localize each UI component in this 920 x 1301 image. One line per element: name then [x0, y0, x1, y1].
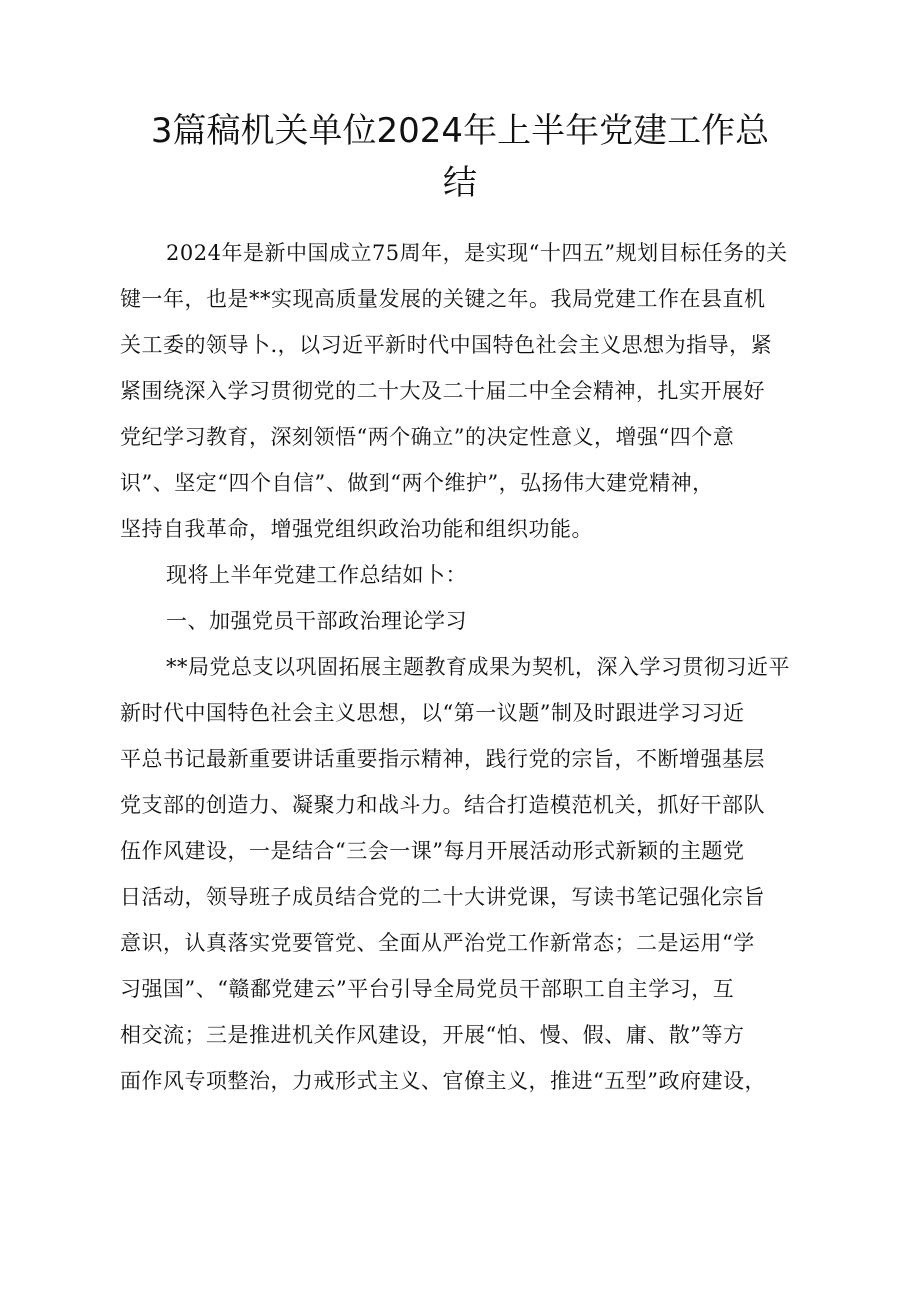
text-line: 紧围绕深入学习贯彻党的二十大及二十届二中全会精神，扎实开展好 [120, 379, 765, 403]
text-line: 2024年是新中国成立75周年，是实现“十四五”规划目标任务的关 [166, 241, 788, 265]
title-line: 3篇稿机关单位2024年上半年党建工作总 [150, 111, 770, 151]
section-heading-1 [120, 598, 800, 644]
text-line: 相交流；三是推进机关作风建设，开展“怕、慢、假、庸、散”等方 [120, 1023, 745, 1047]
document-body [120, 230, 800, 1104]
text-line: 新时代中国特色社会主义思想，以“第一议题”制及时跟进学习习近 [120, 701, 745, 725]
text-line: 日活动，领导班子成员结合党的二十大讲党课，写读书笔记强化宗旨 [120, 885, 765, 909]
text-line: 习强国”、“赣鄱党建云”平台引导全局党员干部职工自主学习，互 [120, 977, 735, 1001]
text-line: 一、加强党员干部政治理论学习 [166, 609, 467, 633]
text-line: 键一年，也是**实现高质量发展的关键之年。我局党建工作在县直机 [120, 287, 766, 311]
document-title [150, 105, 770, 209]
summary-lead-paragraph [120, 552, 800, 598]
intro-paragraph [120, 230, 800, 552]
text-line: 党支部的创造力、凝聚力和战斗力。结合打造模范机关，抓好干部队 [120, 793, 765, 817]
text-line: 面作风专项整治，力戒形式主义、官僚主义，推进“五型”政府建设， [120, 1069, 766, 1093]
text-line: 坚持自我革命，增强党组织政治功能和组织功能。 [120, 517, 593, 541]
title-line: 结 [443, 163, 477, 203]
text-line: 平总书记最新重要讲话重要指示精神，践行党的宗旨，不断增强基层 [120, 747, 765, 771]
text-line: 关工委的领导卜.，以习近平新时代中国特色社会主义思想为指导，紧 [120, 333, 773, 357]
text-line: 意识，认真落实党要管党、全面从严治党工作新常态；二是运用“学 [120, 931, 755, 955]
section-1-paragraph [120, 644, 800, 1104]
text-line: 伍作风建设，一是结合“三会一课”每月开展活动形式新颖的主题党 [120, 839, 745, 863]
text-line: 党纪学习教育，深刻领悟“两个确立”的决定性意义，增强“四个意 [120, 425, 735, 449]
text-line: 识”、坚定“四个自信”、做到“两个维护”，弘扬伟大建党精神， [120, 471, 714, 495]
text-line: **局党总支以巩固拓展主题教育成果为契机，深入学习贯彻习近平 [166, 655, 790, 679]
text-line: 现将上半年党建工作总结如卜： [166, 563, 467, 587]
